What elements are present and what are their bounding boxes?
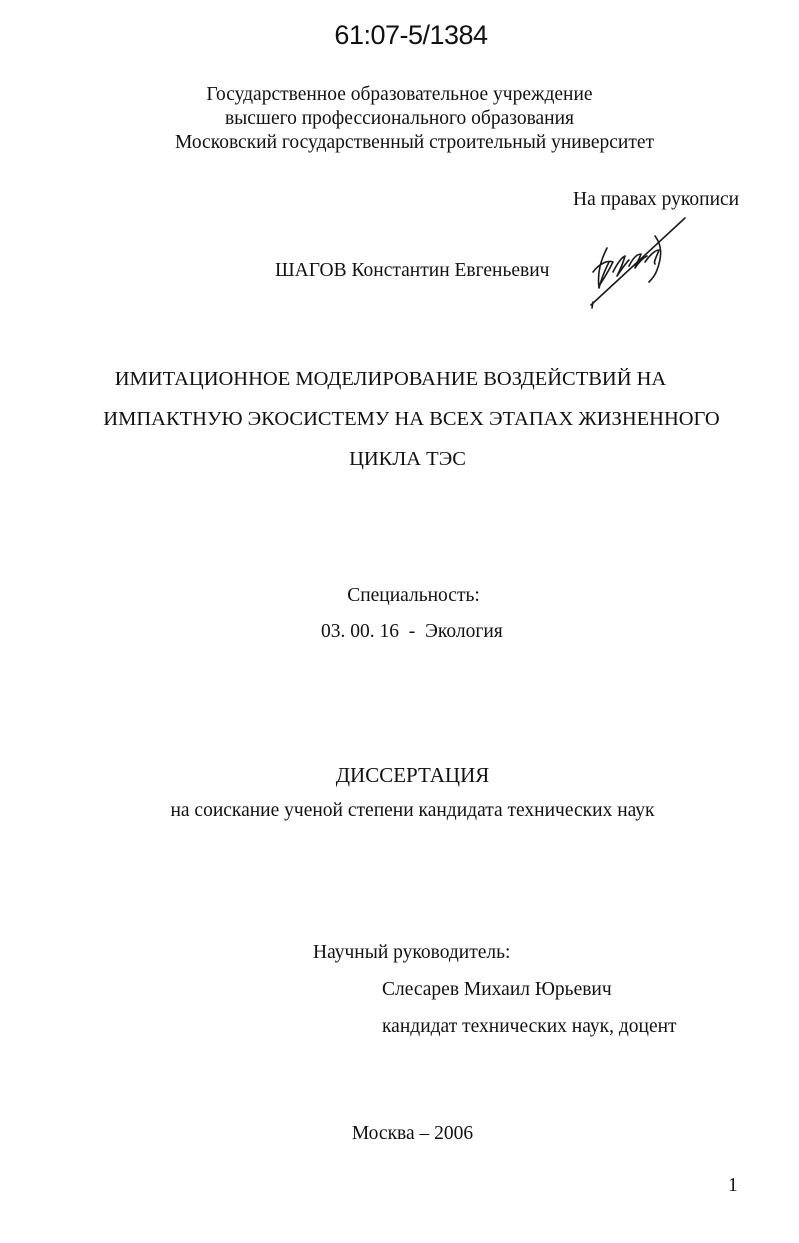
institution-line-3: Московский государственный строительный университет <box>174 132 655 153</box>
institution-line-2: высшего профессионального образования <box>224 108 575 129</box>
manuscript-rights-note: На правах рукописи <box>573 189 740 210</box>
author-signature <box>585 210 695 315</box>
institution-line-1: Государственное образовательное учреждение <box>206 84 593 105</box>
title-line-1: ИМИТАЦИОННОЕ МОДЕЛИРОВАНИЕ ВОЗДЕЙСТВИЙ НА <box>114 368 667 390</box>
title-line-3: ЦИКЛА ТЭС <box>349 448 466 470</box>
specialty-value: 03. 00. 16 - Экология <box>321 621 503 642</box>
supervisor-label: Научный руководитель: <box>313 942 511 963</box>
supervisor-name: Слесарев Михаил Юрьевич <box>382 979 612 1000</box>
supervisor-degree: кандидат технических наук, доцент <box>382 1016 677 1037</box>
specialty-label: Специальность: <box>347 585 480 606</box>
author-name: ШАГОВ Константин Евгеньевич <box>275 260 550 281</box>
page-number: 1 <box>728 1175 738 1196</box>
registry-code: 61:07-5/1384 <box>334 20 488 50</box>
city-year: Москва – 2006 <box>351 1123 474 1144</box>
degree-description: на соискание ученой степени кандидата технических наук <box>170 800 655 821</box>
title-line-2: ИМПАКТНУЮ ЭКОСИСТЕМУ НА ВСЕХ ЭТАПАХ ЖИЗНЕННОГО <box>103 408 720 430</box>
document-type-heading: ДИССЕРТАЦИЯ <box>335 763 490 787</box>
